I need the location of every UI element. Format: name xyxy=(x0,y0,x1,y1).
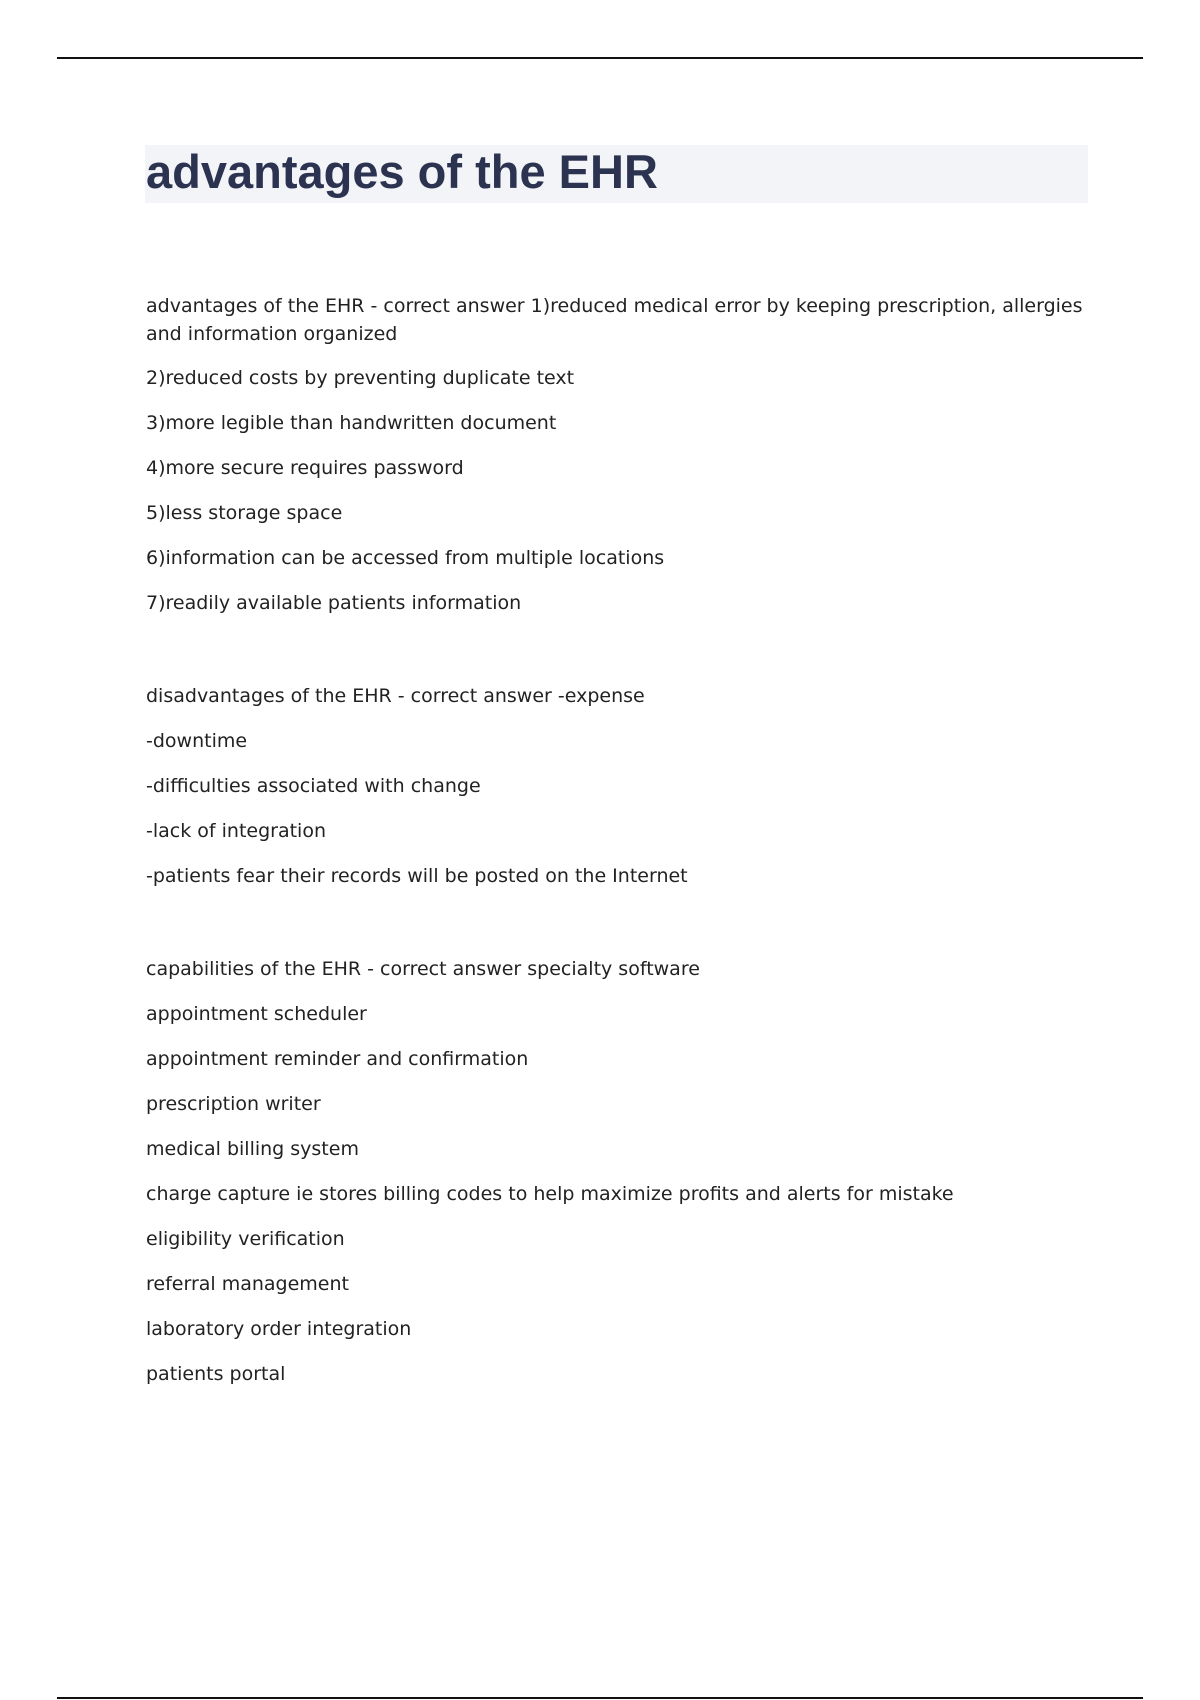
page-title: advantages of the EHR xyxy=(146,145,658,198)
qa-line: patients portal xyxy=(146,1363,286,1385)
qa-line: laboratory order integration xyxy=(146,1318,412,1340)
qa-line: advantages of the EHR - correct answer 1)reduced medical error by keeping prescription, allergies and information organized xyxy=(146,295,1083,345)
bottom-rule xyxy=(57,1697,1143,1699)
qa-line: 4)more secure requires password xyxy=(146,457,464,479)
document-body xyxy=(146,292,1086,1445)
qa-line: charge capture ie stores billing codes to help maximize profits and alerts for mistake xyxy=(146,1183,954,1205)
qa-line: -patients fear their records will be posted on the Internet xyxy=(146,865,688,887)
qa-line: 5)less storage space xyxy=(146,502,343,524)
qa-line: appointment scheduler xyxy=(146,1003,367,1025)
qa-line: -difficulties associated with change xyxy=(146,775,481,797)
qa-line: prescription writer xyxy=(146,1093,321,1115)
qa-block-disadvantages xyxy=(146,674,1086,899)
qa-block-advantages xyxy=(146,292,1086,626)
qa-line: -downtime xyxy=(146,730,248,752)
qa-line: 6)information can be accessed from multiple locations xyxy=(146,547,665,569)
qa-line: 2)reduced costs by preventing duplicate text xyxy=(146,367,575,389)
qa-line: medical billing system xyxy=(146,1138,359,1160)
qa-line: -lack of integration xyxy=(146,820,326,842)
qa-line: disadvantages of the EHR - correct answer -expense xyxy=(146,685,645,707)
qa-block-capabilities xyxy=(146,947,1086,1397)
top-rule xyxy=(57,57,1143,59)
qa-line: eligibility verification xyxy=(146,1228,345,1250)
qa-line: capabilities of the EHR - correct answer specialty software xyxy=(146,958,700,980)
qa-line: 7)readily available patients information xyxy=(146,592,522,614)
qa-line: 3)more legible than handwritten document xyxy=(146,412,557,434)
qa-line: appointment reminder and confirmation xyxy=(146,1048,529,1070)
qa-line: referral management xyxy=(146,1273,349,1295)
